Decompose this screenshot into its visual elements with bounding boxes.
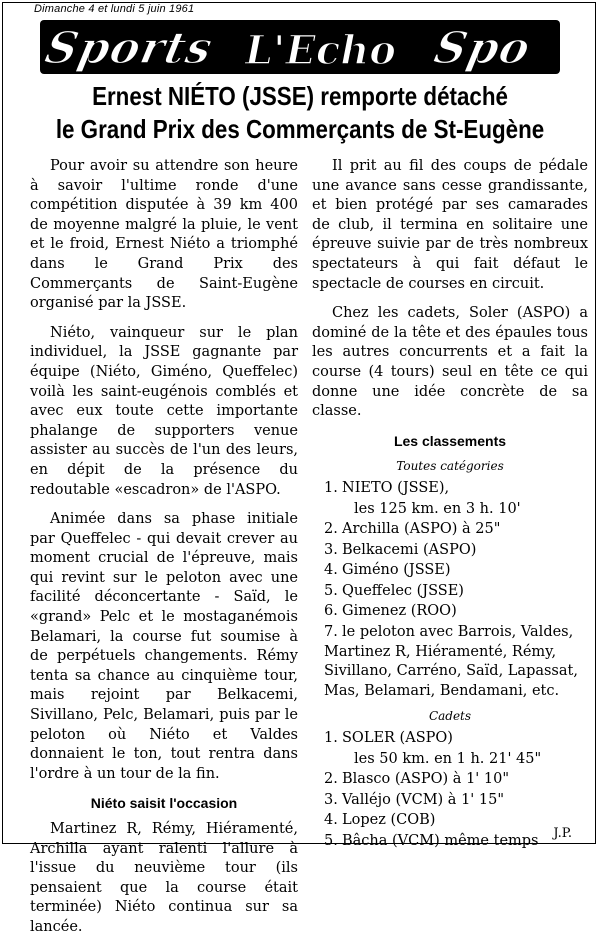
ranking-position: 1.: [324, 730, 338, 747]
paragraph: Martinez R, Rémy, Hiéramenté, Archilla ayant ralenti l'allure à l'issue du neuvième tour (ils pensaient que la course était terminée) Niéto continua sur sa lancée.: [30, 821, 298, 935]
ranking-position: 4.: [324, 812, 338, 829]
sports-banner: [40, 20, 560, 74]
ranking-row: [324, 602, 588, 622]
subheading: Niéto saisit l'occasion: [90, 795, 238, 812]
ranking-row: [324, 770, 588, 790]
paragraph: Il prit au fil des coups de pédale une avance sans cesse grandissante, et bien protégé par ses camarades de club, il termina en solitaire une épreuve suivie par de très nombreux spectateurs à qui fait défaut le spectacle de courses en circuit.: [312, 158, 588, 292]
ranking-text: le peloton avec Barrois, Valdes, Martinez R, Hiéramenté, Rémy, Sivillano, Carréno, Saïd, Lapassat, Mas, Belamari, Bendamani, etc.: [324, 624, 578, 699]
dateline: Dimanche 4 et lundi 5 juin 1961: [34, 3, 195, 15]
ranking-position: 7.: [324, 624, 338, 641]
ranking-text: Valléjo (VCM) à 1' 15": [342, 791, 505, 808]
ranking-position: 3.: [324, 791, 338, 808]
ranking-row: [324, 479, 588, 499]
ranking-row: [324, 832, 588, 852]
ranking-position: 1.: [324, 479, 338, 496]
signature: J.P.: [553, 826, 572, 841]
ranking-extra: [324, 750, 588, 770]
ranking-position: 2.: [324, 521, 338, 538]
paragraph: Niéto, vainqueur sur le plan individuel, la JSSE gagnante par équipe (Niéto, Giméno, Queffelec) voilà les saint-eugénois comblés et avec eux toute cette importante phalange de supporters venue assister au succès de l'un des leurs, en dépit de la présence du redoutable «escadron» de l'ASPO.: [30, 324, 298, 498]
ranking-list-cadets: [312, 729, 588, 852]
banner-left: Sports: [40, 23, 218, 74]
ranking-text: NIETO (JSSE),: [342, 479, 450, 496]
paragraph: Animée dans sa phase initiale par Queffelec - qui devait crever au moment crucial de l'épreuve, mais qui revint sur le peloton avec une facilité déconcertante - Saïd, le «grand» Pelc et le mostaganémois Belamari, la course fut soumise à de perpétuels changements. Rémy tenta sa chance au cinquième tour, mais rejoint par Belkacemi, Sivillano, Pelc, Belamari, puis par le peloton où Niéto et Valdes donnaient le ton, tout rentra dans l'ordre à un tour de la fin.: [30, 511, 298, 782]
ranking-row: [324, 623, 588, 701]
ranking-text: Lopez (COB): [342, 812, 436, 829]
right-column: [312, 157, 588, 853]
category-title: Toutes catégories: [396, 459, 504, 474]
ranking-row: [324, 520, 588, 540]
ranking-position: 5.: [324, 833, 338, 849]
banner-right: Spo: [429, 23, 536, 74]
ranking-position: 4.: [324, 562, 338, 579]
left-column: [30, 157, 298, 948]
ranking-extra-text: les 50 km. en 1 h. 21' 45": [354, 750, 542, 767]
ranking-text: Belkacemi (ASPO): [342, 541, 477, 558]
ranking-row: [324, 541, 588, 561]
banner-middle: L'Echo: [245, 27, 396, 74]
ranking-row: [324, 729, 588, 749]
paragraph: Chez les cadets, Soler (ASPO) a dominé de la tête et des épaules tous les autres concurrents et a fait la course (4 tours) seul en tête ce qui donne une idée concrète de sa classe.: [312, 305, 588, 420]
headline-line1: Ernest NIÉTO (JSSE) remporte détaché: [92, 81, 508, 111]
ranking-text: Archilla (ASPO) à 25": [342, 521, 501, 538]
ranking-row: [324, 561, 588, 581]
ranking-text: Giméno (JSSE): [342, 562, 451, 579]
ranking-text: Gimenez (ROO): [342, 603, 457, 620]
ranking-text: Blasco (ASPO) à 1' 10": [342, 771, 510, 788]
headline: [42, 80, 558, 146]
ranking-extra-text: les 125 km. en 3 h. 10': [354, 500, 521, 517]
paragraph: Pour avoir su attendre son heure à savoir l'ultime ronde d'une compétition disputée à 39 km 400 de moyenne malgré la pluie, le vent et le froid, Ernest Niéto a triomphé dans le Grand Prix des Commerçants de Saint-Eugène organisé par la JSSE.: [30, 158, 298, 312]
ranking-text: Queffelec (JSSE): [342, 582, 464, 599]
ranking-position: 2.: [324, 771, 338, 788]
ranking-position: 5.: [324, 582, 338, 599]
classements-title: Les classements: [393, 432, 507, 449]
ranking-row: [324, 791, 588, 811]
headline-line2: le Grand Prix des Commerçants de St-Eugène: [55, 114, 545, 144]
category-title: Cadets: [428, 709, 472, 724]
ranking-text: SOLER (ASPO): [342, 730, 453, 747]
ranking-row: [324, 582, 588, 602]
ranking-position: 3.: [324, 541, 338, 558]
ranking-extra: [324, 500, 588, 520]
ranking-text: Bâcha (VCM) même temps: [342, 833, 539, 849]
ranking-list-all: [312, 479, 588, 702]
ranking-row: [324, 811, 588, 831]
ranking-position: 6.: [324, 603, 338, 620]
